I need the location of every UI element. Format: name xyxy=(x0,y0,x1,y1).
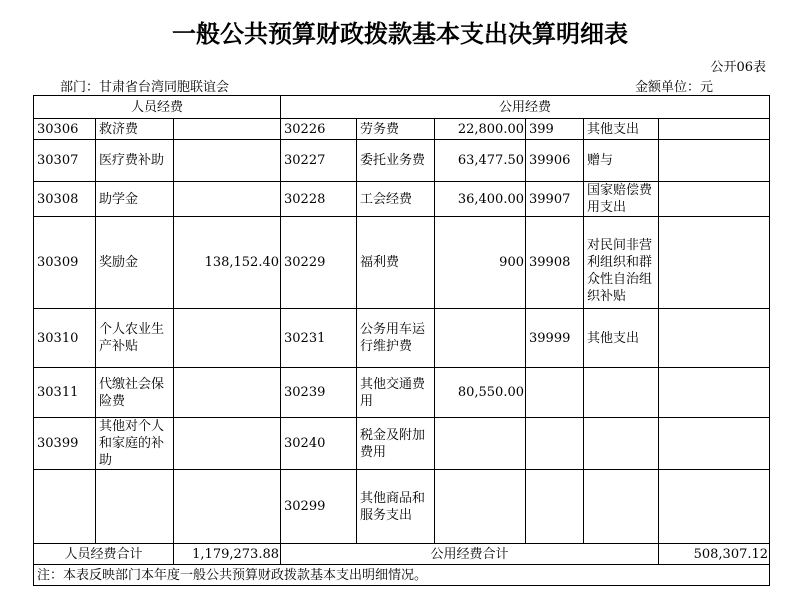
public-code-cell xyxy=(281,418,357,470)
other-code-cell xyxy=(526,217,584,309)
public-item-cell xyxy=(357,368,435,418)
public-item: 其他交通费用 xyxy=(360,376,426,409)
other-code-cell xyxy=(526,119,584,140)
public-code-cell xyxy=(281,470,357,544)
other-item: 对民间非营利组织和群众性自治组织补贴 xyxy=(587,238,653,304)
public-item-cell xyxy=(357,309,435,368)
public-amount: 36,400.00 xyxy=(457,191,524,207)
other-code-cell xyxy=(526,140,584,182)
public-code-cell xyxy=(281,368,357,418)
public-amount-cell xyxy=(435,182,526,217)
other-code: 399 xyxy=(529,121,554,137)
public-item: 税金及附加费用 xyxy=(360,427,426,460)
public-item: 劳务费 xyxy=(360,121,400,137)
note-row xyxy=(34,565,770,586)
personnel-item-cell xyxy=(96,368,174,418)
personnel-code-cell xyxy=(34,309,96,368)
personnel-header: 人员经费 xyxy=(34,96,281,119)
personnel-amount-cell xyxy=(174,368,281,418)
personnel-item-cell xyxy=(96,309,174,368)
public-amount-cell xyxy=(435,140,526,182)
other-amount-cell xyxy=(659,119,770,140)
other-item: 赠与 xyxy=(587,153,614,168)
personnel-item-cell xyxy=(96,119,174,140)
public-item-cell xyxy=(357,217,435,309)
expenditure-table xyxy=(33,95,770,586)
personnel-total-value: 1,179,273.88 xyxy=(174,544,281,565)
personnel-item-cell xyxy=(96,418,174,470)
header-row xyxy=(34,96,770,119)
personnel-code-cell xyxy=(34,418,96,470)
personnel-code-cell xyxy=(34,182,96,217)
personnel-item-cell xyxy=(96,182,174,217)
table-row xyxy=(34,217,770,309)
other-code-cell xyxy=(526,418,584,470)
amount-unit-label: 金额单位：元 xyxy=(635,80,714,95)
personnel-code: 30308 xyxy=(37,191,79,207)
public-code: 30231 xyxy=(284,330,326,346)
public-code-cell xyxy=(281,182,357,217)
page-title: 一般公共预算财政拨款基本支出决算明细表 xyxy=(172,19,628,48)
public-amount-cell xyxy=(435,217,526,309)
personnel-code: 30309 xyxy=(37,255,79,270)
other-item-cell xyxy=(584,470,659,544)
public-item-cell xyxy=(357,470,435,544)
other-item-cell xyxy=(584,368,659,418)
public-item: 福利费 xyxy=(360,255,400,270)
public-amount-cell xyxy=(435,309,526,368)
other-code: 39907 xyxy=(529,191,571,207)
public-amount-cell xyxy=(435,368,526,418)
public-item-cell xyxy=(357,140,435,182)
personnel-amount-cell xyxy=(174,119,281,140)
personnel-item: 医疗费补助 xyxy=(99,153,165,168)
table-row xyxy=(34,418,770,470)
table-row xyxy=(34,470,770,544)
public-code-cell xyxy=(281,309,357,368)
personnel-item: 其他对个人和家庭的补助 xyxy=(99,419,165,468)
table-note: 注：本表反映部门本年度一般公共预算财政拨款基本支出明细情况。 xyxy=(34,565,770,586)
other-item-cell xyxy=(584,140,659,182)
public-item-cell xyxy=(357,119,435,140)
other-amount-cell xyxy=(659,368,770,418)
other-code-cell xyxy=(526,470,584,544)
public-code-cell xyxy=(281,140,357,182)
personnel-item: 个人农业生产补贴 xyxy=(99,322,165,354)
public-code: 30228 xyxy=(284,191,326,207)
public-code: 30226 xyxy=(284,121,326,137)
public-amount-cell xyxy=(435,470,526,544)
public-code: 30227 xyxy=(284,153,326,168)
personnel-code: 30311 xyxy=(37,385,79,400)
public-code: 30240 xyxy=(284,436,326,451)
other-item-cell xyxy=(584,418,659,470)
personnel-amount-cell xyxy=(174,418,281,470)
other-code-cell xyxy=(526,368,584,418)
personnel-code-cell xyxy=(34,368,96,418)
table-row xyxy=(34,119,770,140)
other-amount-cell xyxy=(659,418,770,470)
public-item: 工会经费 xyxy=(360,191,413,207)
public-total-value: 508,307.12 xyxy=(659,544,770,565)
public-amount-cell xyxy=(435,119,526,140)
public-code: 30239 xyxy=(284,385,326,400)
public-item: 委托业务费 xyxy=(360,153,426,168)
other-item-cell xyxy=(584,217,659,309)
personnel-code: 30399 xyxy=(37,436,79,451)
other-amount-cell xyxy=(659,182,770,217)
public-total-label: 公用经费合计 xyxy=(281,544,659,565)
personnel-amount: 138,152.40 xyxy=(204,255,279,270)
public-code-cell xyxy=(281,217,357,309)
personnel-code-cell xyxy=(34,140,96,182)
personnel-code: 30310 xyxy=(37,330,79,346)
table-row xyxy=(34,368,770,418)
public-code: 30229 xyxy=(284,255,326,270)
personnel-amount-cell xyxy=(174,217,281,309)
personnel-amount-cell xyxy=(174,470,281,544)
other-amount-cell xyxy=(659,217,770,309)
public-item: 其他商品和服务支出 xyxy=(360,490,426,523)
public-code: 30299 xyxy=(284,499,326,514)
other-item-cell xyxy=(584,309,659,368)
table-row xyxy=(34,140,770,182)
public-amount: 63,477.50 xyxy=(457,153,524,168)
other-code-cell xyxy=(526,309,584,368)
department-label: 部门：甘肃省台湾同胞联谊会 xyxy=(60,80,230,95)
other-amount-cell xyxy=(659,470,770,544)
table-row xyxy=(34,182,770,217)
other-amount-cell xyxy=(659,140,770,182)
public-code-cell xyxy=(281,119,357,140)
other-item: 其他支出 xyxy=(587,121,640,137)
personnel-code-cell xyxy=(34,470,96,544)
other-amount-cell xyxy=(659,309,770,368)
other-item: 其他支出 xyxy=(587,330,640,346)
personnel-item-cell xyxy=(96,217,174,309)
public-amount: 22,800.00 xyxy=(457,121,524,137)
personnel-code: 30306 xyxy=(37,121,79,137)
personnel-code-cell xyxy=(34,217,96,309)
other-item-cell xyxy=(584,182,659,217)
personnel-item-cell xyxy=(96,470,174,544)
other-code: 39906 xyxy=(529,153,571,168)
table-row xyxy=(34,309,770,368)
public-item-cell xyxy=(357,182,435,217)
personnel-item-cell xyxy=(96,140,174,182)
public-amount: 900 xyxy=(499,255,524,270)
personnel-item: 救济费 xyxy=(99,121,139,137)
form-code: 公开06表 xyxy=(710,60,766,75)
public-item: 公务用车运行维护费 xyxy=(360,322,426,354)
other-item-cell xyxy=(584,119,659,140)
other-code: 39999 xyxy=(529,330,571,346)
personnel-total-label: 人员经费合计 xyxy=(34,544,174,565)
other-code-cell xyxy=(526,182,584,217)
public-header: 公用经费 xyxy=(281,96,770,119)
personnel-amount-cell xyxy=(174,309,281,368)
personnel-code: 30307 xyxy=(37,153,79,168)
public-item-cell xyxy=(357,418,435,470)
totals-row xyxy=(34,544,770,565)
personnel-code-cell xyxy=(34,119,96,140)
public-amount: 80,550.00 xyxy=(457,385,524,400)
other-item: 国家赔偿费用支出 xyxy=(587,183,653,215)
personnel-item: 助学金 xyxy=(99,191,139,207)
personnel-item: 代缴社会保险费 xyxy=(99,376,165,409)
personnel-amount-cell xyxy=(174,182,281,217)
public-amount-cell xyxy=(435,418,526,470)
personnel-item: 奖励金 xyxy=(99,255,139,270)
personnel-amount-cell xyxy=(174,140,281,182)
other-code: 39908 xyxy=(529,255,571,270)
